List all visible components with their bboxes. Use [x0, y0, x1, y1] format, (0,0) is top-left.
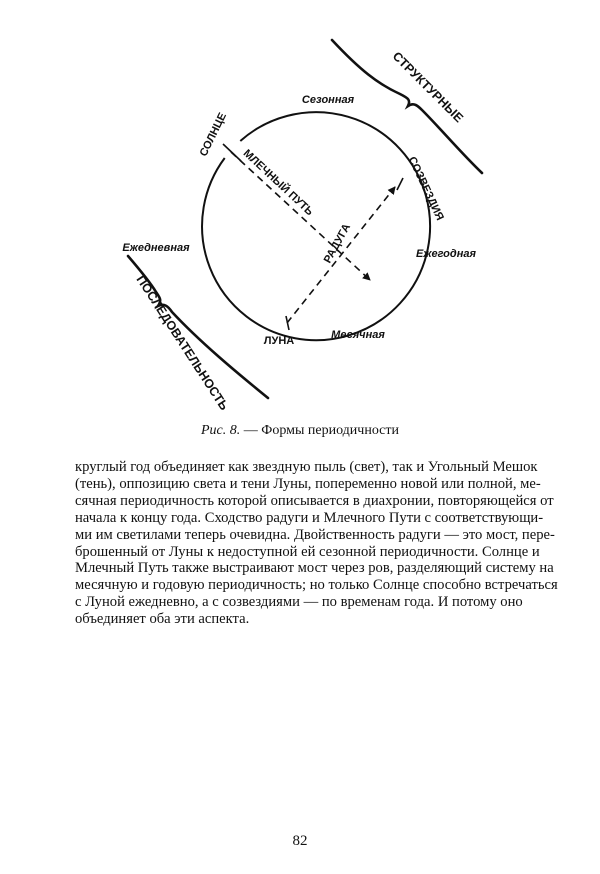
moon-label: ЛУНА	[263, 335, 295, 347]
text-line: ми им светилами теперь очевидна. Двойственность радуги — это мост, пере-	[75, 526, 555, 543]
sequential-label: ПОСЛЕДОВАТЕЛЬНОСТЬ	[133, 272, 232, 413]
text-line: с Луной ежедневно, а с созвездиями — по временам года. И потому оно	[75, 594, 523, 611]
constellations-label: СОЗВЕЗДИЯ	[405, 154, 446, 223]
sun-label: СОЛНЦЕ	[197, 110, 229, 159]
text-line: Млечный Путь также выстраивают мост через ров, разделяющий систему на	[75, 560, 554, 577]
monthly-label: Месячная	[331, 329, 385, 341]
text-line: сячная периодичность которой описывается в диахронии, повторяющейся от	[75, 492, 554, 509]
constellations-tick	[397, 178, 403, 190]
milky-way-label: МЛЕЧНЫЙ ПУТЬ	[240, 147, 316, 219]
milky-way-arrow	[231, 152, 370, 280]
figure-number: Рис. 8.	[201, 423, 241, 438]
periodicity-diagram	[0, 0, 600, 420]
text-line: круглый год объединяет как звездную пыль (свет), так и Угольный Мешок	[75, 459, 538, 475]
daily-label: Ежедневная	[122, 242, 190, 254]
rainbow-label: РАДУГА	[321, 221, 354, 266]
yearly-label: Ежегодная	[416, 248, 476, 260]
seasonal-label: Сезонная	[301, 94, 355, 106]
figure-caption	[0, 423, 600, 439]
text-line: объединяет оба эти аспекта.	[75, 611, 250, 628]
body-paragraph	[75, 459, 563, 628]
text-line: месячную и годовую периодичность; но только Солнце способно встречаться	[75, 577, 558, 594]
caption-text: — Формы периодичности	[243, 423, 399, 438]
text-line: начала к концу года. Сходство радуги и Млечного Пути с соответствующи-	[75, 509, 544, 526]
structural-label: СТРУКТУРНЫЕ	[389, 49, 466, 126]
text-line: (тень), оппозицию света и тени Луны, попеременно новой или полной, ме-	[75, 475, 541, 492]
text-line: брошенный от Луны к недоступной ей сезонной периодичности. Солнце и	[75, 543, 540, 560]
page-number: 82	[292, 833, 308, 849]
cycle-circle	[202, 112, 430, 340]
